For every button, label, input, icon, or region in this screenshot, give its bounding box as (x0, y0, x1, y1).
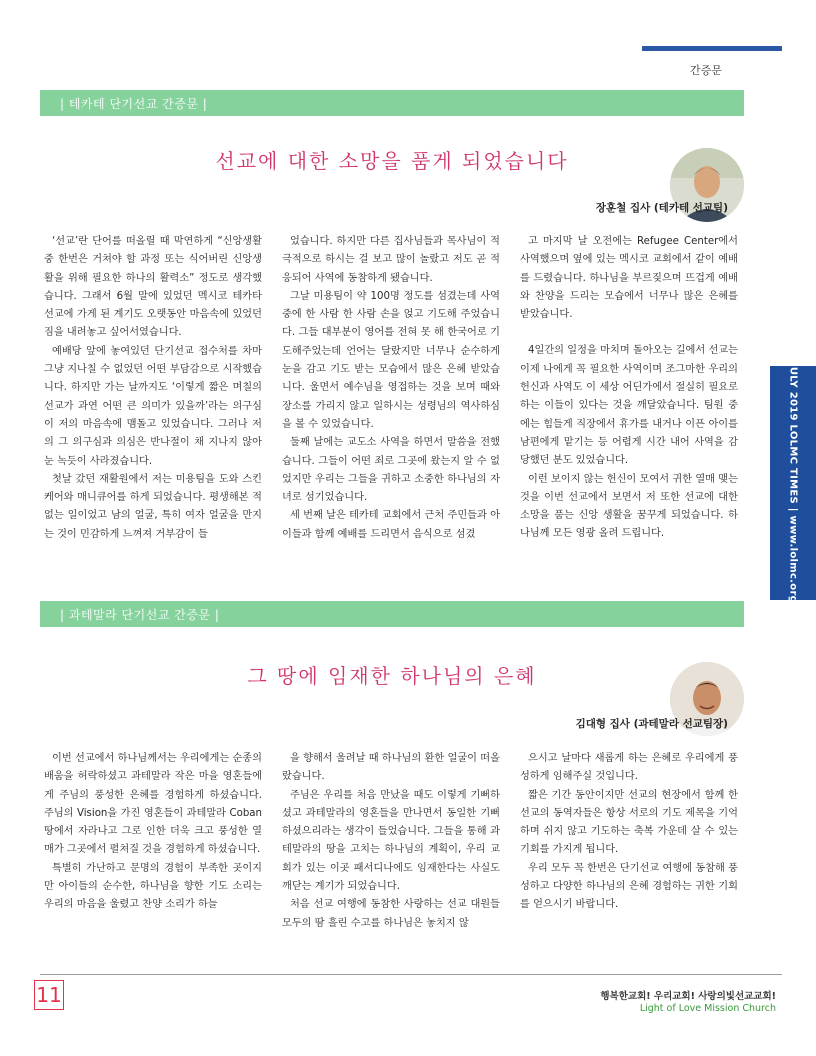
footer-slogan: 행복한교회! 우리교회! 사랑의빛선교교회! (600, 991, 776, 1002)
article2-byline: 김대형 집사 (과테말라 선교팀장) (575, 718, 728, 730)
paragraph: 그날 미용팀이 약 100명 정도를 섬겼는데 사역 중에 한 사람 한 사람 손을 얹고 기도해 주었습니다. 그들 대부분이 영어를 전혀 못 해 한국어로 기도해주었는데 언어는 달랐지만 너무나 순수하게 눈을 감고 기도 받는 모습에서 많은 은혜 받았습니다. 울면서 예수님을 영접하는 것을 보며 때와 장소를 가리지 않고 일하시는 성령님의 역사하심을 볼 수 있었습니다. (282, 290, 500, 430)
article2-band (40, 601, 744, 627)
footer-church-name: Light of Love Mission Church (639, 1003, 776, 1014)
article1-band (40, 90, 744, 116)
article1-band-label: | 테카테 단기선교 간증문 | (60, 97, 208, 111)
section-category: 간증문 (690, 64, 722, 77)
page-number: 11 (34, 980, 64, 1010)
footer-divider (40, 974, 782, 975)
article2-column-1 (44, 750, 262, 915)
article2-title: 그 땅에 임재한 하나님의 은혜 (247, 664, 537, 688)
paragraph: 짧은 기간 동안이지만 선교의 현장에서 함께 한 선교의 동역자들은 항상 서로의 기도 제목을 기억하며 쉬지 않고 기도하는 축복 가운데 살 수 있는 기회를 가지게 됩니다. (520, 789, 738, 856)
paragraph: 주님은 우리를 처음 만났을 때도 이렇게 기뻐하셨고 과테말라의 영혼들을 만나면서 동일한 기뻐하셨으리라는 생각이 들었습니다. 그들을 통해 과테말라의 땅을 고치는 하나님의 계획이, 우리 교회가 있는 이곳 패서디나에도 임재한다는 사실도 깨닫는 계기가 되었습니다. (282, 789, 500, 893)
paragraph: 었습니다. 하지만 다른 집사님들과 목사님이 적극적으로 하시는 걸 보고 많이 놀랐고 저도 곧 적응되어 사역에 동참하게 됐습니다. (282, 236, 500, 284)
issue-sidebar (770, 362, 816, 604)
paragraph: 을 향해서 울려날 때 하나님의 환한 얼굴이 떠올랐습니다. (282, 753, 500, 783)
paragraph: 고 마지막 날 오전에는 Refugee Center에서 사역했으며 옆에 있는 멕시코 교회에서 같이 예배를 드렸습니다. 하나님을 부르짖으며 뜨겁게 예배와 찬양을 드리는 모습에서 너무나 많은 은혜를 받았습니다. (520, 236, 738, 321)
paragraph: ‘선교’란 단어를 떠올릴 때 막연하게 “신앙생활 중 한번은 거쳐야 할 과정 또는 식어버린 신앙생활을 위해 필요한 하나의 활력소” 정도로 생각했습니다. 그래서 6월 말에 있었던 멕시코 테카타 선교에 가게 된 계기도 오랫동안 마음속에 있었던 짐을 내려놓고 싶어서였습니다. (44, 236, 262, 339)
paragraph: 4일간의 일정을 마치며 돌아오는 길에서 선교는 이제 나에게 꼭 필요한 사역이며 조그마한 우리의 헌신과 사역도 이 세상 어딘가에서 절실히 필요로 하는 이들이 있다는 것을 깨달았습니다. 팀원 중에는 힘들게 직장에서 휴가를 내거나 이픈 아이를 남편에게 맡기는 등 어렵게 시간 내어 사역을 감당했던 분도 있었습니다. (520, 345, 738, 467)
paragraph: 둘째 날에는 교도소 사역을 하면서 말씀을 전했습니다. 그들이 어떤 죄로 그곳에 왔는지 알 수 없었지만 우리는 그들을 귀하고 소중한 하나님의 자녀로 섬기었습니다. (282, 437, 500, 504)
paragraph: 이번 선교에서 하나님께서는 우리에게는 순종의 배움을 허락하셨고 과테말라 작은 마을 영혼들에게 주님의 풍성한 은혜를 경험하게 하셨습니다. 주님의 Vision을 가진 영혼들이 과테말라 Coban 땅에서 자라나고 그로 인한 더욱 크고 풍성한 열매가 그곳에서 펼쳐질 것을 경험하게 하셨습니다. (44, 753, 262, 856)
header-accent-bar (642, 46, 782, 51)
paragraph: 특별히 가난하고 문명의 경험이 부족한 곳이지만 아이들의 순수한, 하나님을 향한 기도 소리는 우리의 마음을 울렸고 찬양 소리가 하늘 (44, 862, 262, 911)
paragraph: 으시고 날마다 새롭게 하는 은혜로 우리에게 풍성하게 임해주실 것입니다. (520, 753, 738, 783)
article1-column-1 (44, 233, 262, 544)
issue-sidebar-text: JULY 2019 LOLMC TIMES | www.lolmc.org (787, 362, 799, 604)
paragraph: 예배당 앞에 놓여있던 단기선교 접수처를 차마 그냥 지나칠 수 없었던 어떤 부담감으로 시작했습니다. 하지만 가는 날까지도 ‘이렇게 짧은 며칠의 선교가 과연 어떤 큰 의미가 있을까’라는 의구심이 저의 마음속에 맴돌고 있었습니다. 그러나 저의 그 의구심과 의심은 반나절이 채 지나지 않아 눈 녹듯이 사라졌습니다. (44, 345, 262, 467)
article2-band-label: | 과테말라 단기선교 간증문 | (60, 608, 220, 622)
article2-column-3 (520, 750, 738, 915)
article2-column-2 (282, 750, 500, 933)
article1-title: 선교에 대한 소망을 품게 되었습니다 (215, 149, 569, 173)
article1-byline: 장훈철 집사 (테카테 선교팀) (595, 202, 728, 214)
paragraph: 세 번째 날은 테카테 교회에서 근처 주민들과 아이들과 함께 예배를 드리면서 음식으로 섬겼 (282, 510, 500, 540)
paragraph: 첫날 갔던 재활원에서 저는 미용팀을 도와 스킨 케어와 매니큐어를 하게 되었습니다. 평생해본 적 없는 일이었고 남의 얼굴, 특히 여자 얼굴을 만지는 것이 민감하게 느껴져 거부감이 들 (44, 473, 262, 540)
article1-column-2 (282, 233, 500, 544)
article1-column-3 (520, 233, 738, 544)
paragraph: 이런 보이지 않는 헌신이 모여서 귀한 열매 맺는 것을 이번 선교에서 보면서 저 또한 선교에 대한 소망을 품는 신앙 생활을 꿈꾸게 되었습니다. 하나님께 모든 영광 올려 드립니다. (520, 473, 738, 540)
paragraph: 처음 선교 여행에 동참한 사랑하는 선교 대원들 모두의 땀 흘린 수고를 하나님은 놓치지 않 (282, 899, 500, 929)
paragraph: 우리 모두 꼭 한번은 단기선교 여행에 동참해 풍성하고 다양한 하나님의 은혜 경험하는 귀한 기회를 얻으시기 바랍니다. (520, 862, 738, 911)
